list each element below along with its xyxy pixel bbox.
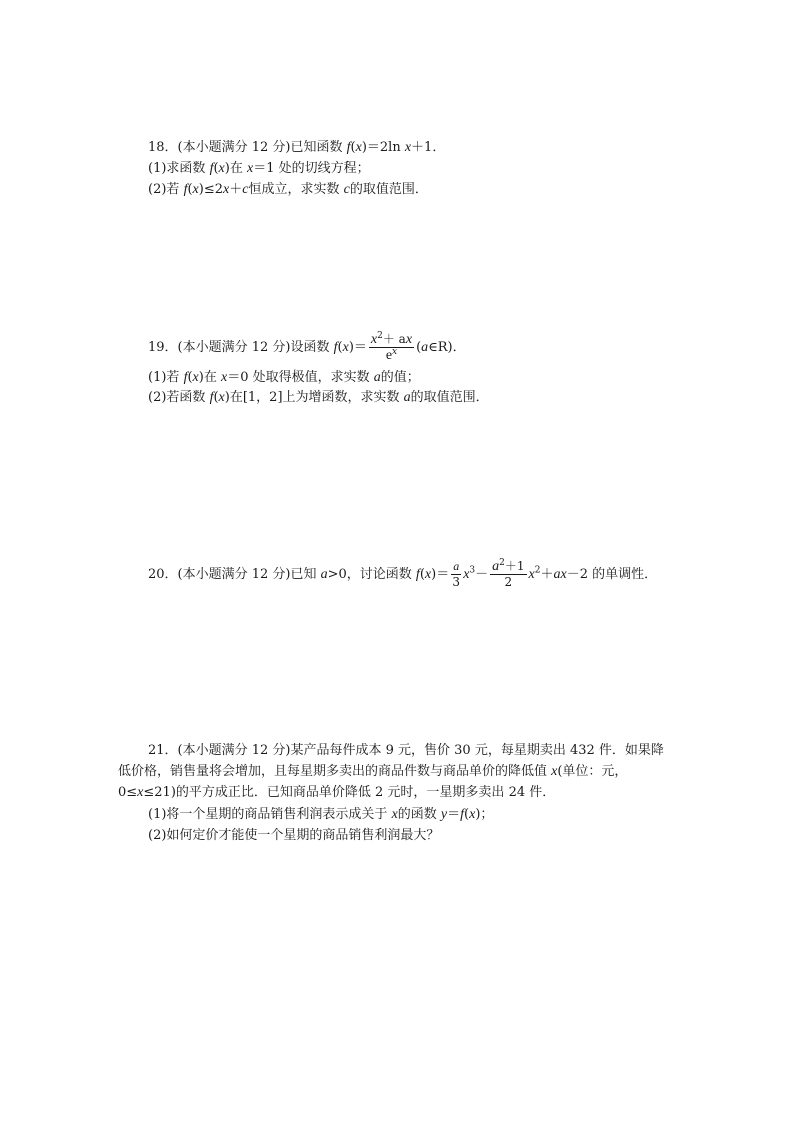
q18-part2: (2)若 f(x)≤2x＋c恒成立，求实数 c的取值范围． (148, 182, 428, 197)
q20-fraction-a-over-3: $\frac{a}{3}$ (452, 559, 461, 589)
q19-fraction: $\frac{x^2+ ax}{e^x}$ (370, 331, 413, 363)
q21-line1: 21．(本小题满分 12 分)某产品每件成本 9 元，售价 30 元，每星期卖出 432 件．如果降 (148, 743, 664, 758)
q21-part1: (1)将一个星期的商品销售利润表示成关于 x的函数 y＝f(x)； (148, 807, 494, 822)
q21-line3: 0≤x≤21)的平方成正比．已知商品单价降低 2 元时，一星期多卖出 24 件． (118, 785, 556, 800)
q19-part1: (1)若 f(x)在 x＝0 处取得极值，求实数 a的值； (148, 370, 420, 385)
q19-part2: (2)若函数 f(x)在[1，2]上为增函数，求实数 a的取值范围． (148, 390, 489, 405)
q18-stem: 18．(本小题满分 12 分)已知函数 f(x)＝2ln x＋1． (148, 140, 446, 155)
q21-line2: 低价格，销售量将会增加，且每星期多卖出的商品件数与商品单价的降低值 x(单位：元， (118, 764, 628, 779)
q18-part1: (1)求函数 f(x)在 x＝1 处的切线方程； (148, 161, 370, 176)
q20-stem: 20．(本小题满分 12 分)已知 a>0，讨论函数 f(x)＝ $\frac{a}{3}$ $x^3-$ $\frac{a^2+1}{2}$ $x^2+ax-2$ 的单调性． (148, 558, 658, 589)
q20-fraction-a2plus1-over-2: $\frac{a^2+1}{2}$ (492, 558, 525, 589)
q21-part2: (2)如何定价才能使一个星期的商品销售利润最大？ (148, 828, 440, 843)
q19-stem: 19．(本小题满分 12 分)设函数 f(x)＝ $\frac{x^2+ ax}{e^x}$ (a∈R)． (148, 331, 466, 363)
